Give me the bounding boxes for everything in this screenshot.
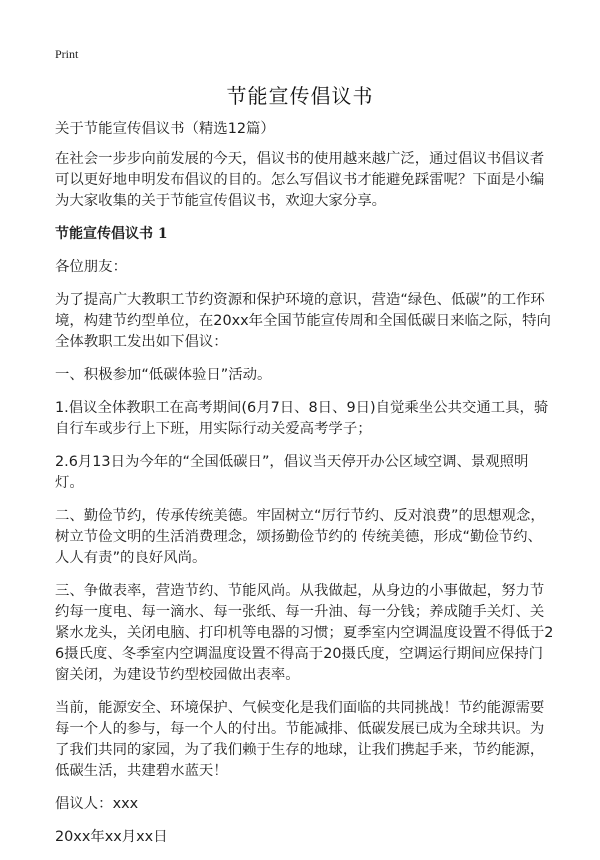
body-paragraph: 为了提高广大教职工节约资源和保护环境的意识，营造“绿色、低碳”的工作环境，构建节约型单位，在20xx年全国节能宣传周和全国低碳日来临之际，特向全体教职工发出如下倡议： <box>55 292 551 350</box>
date: 20xx年xx月xx日 <box>55 829 168 845</box>
body-paragraph: 当前，能源安全、环境保护、气候变化是我们面临的共同挑战！节约能源需要每一个人的参与，每一个人的付出。节能减排、低碳发展已成为全球共识。为了我们共同的家园，为了我们赖于生存的地球，让我们携起手来，节约能源，低碳生活，共建碧水蓝天！ <box>55 700 545 779</box>
body-paragraph: 三、争做表率，营造节约、节能风尚。从我做起，从身边的小事做起，努力节约每一度电、每一滴水、每一张纸、每一升油、每一分钱；养成随手关灯、关紧水龙头，关闭电脑、打印机等电器的习惯；夏季室内空调温度设置不得低于26摄氏度、冬季室内空调温度设置不得高于20摄氏度，空调运行期间应保持门窗关闭，为建设节约型校园做出表率。 <box>55 583 554 683</box>
body-paragraph: 二、勤俭节约，传承传统美德。牢固树立“厉行节约、反对浪费”的思想观念，树立节俭文明的生活消费理念，颂扬勤俭节约的 传统美德，形成“勤俭节约、人人有责”的良好风尚。 <box>55 508 545 566</box>
greeting: 各位朋友： <box>55 259 127 275</box>
body-paragraph: 1.倡议全体教职工在高考期间(6月7日、8日、9日)自觉乘坐公共交通工具，骑自行车或步行上下班，用实际行动关爱高考学子； <box>55 400 549 437</box>
section-heading: 节能宣传倡议书 1 <box>55 226 168 242</box>
document-subtitle: 关于节能宣传倡议书（精选12篇） <box>55 121 275 137</box>
document-body <box>55 119 555 860</box>
intro-paragraph: 在社会一步步向前发展的今天，倡议书的使用越来越广泛，通过倡议书倡议者可以更好地申明发布倡议的目的。怎么写倡议书才能避免踩雷呢？下面是小编为大家收集的关于节能宣传倡议书，欢迎大家分享。 <box>55 151 545 209</box>
body-paragraph: 一、积极参加“低碳体验日”活动。 <box>55 367 272 383</box>
signature: 倡议人：xxx <box>55 796 139 812</box>
print-label: Print <box>55 47 79 61</box>
body-paragraph: 2.6月13日为今年的“全国低碳日”，倡议当天停开办公区域空调、景观照明灯。 <box>55 454 529 491</box>
document-title: 节能宣传倡议书 <box>226 84 374 108</box>
